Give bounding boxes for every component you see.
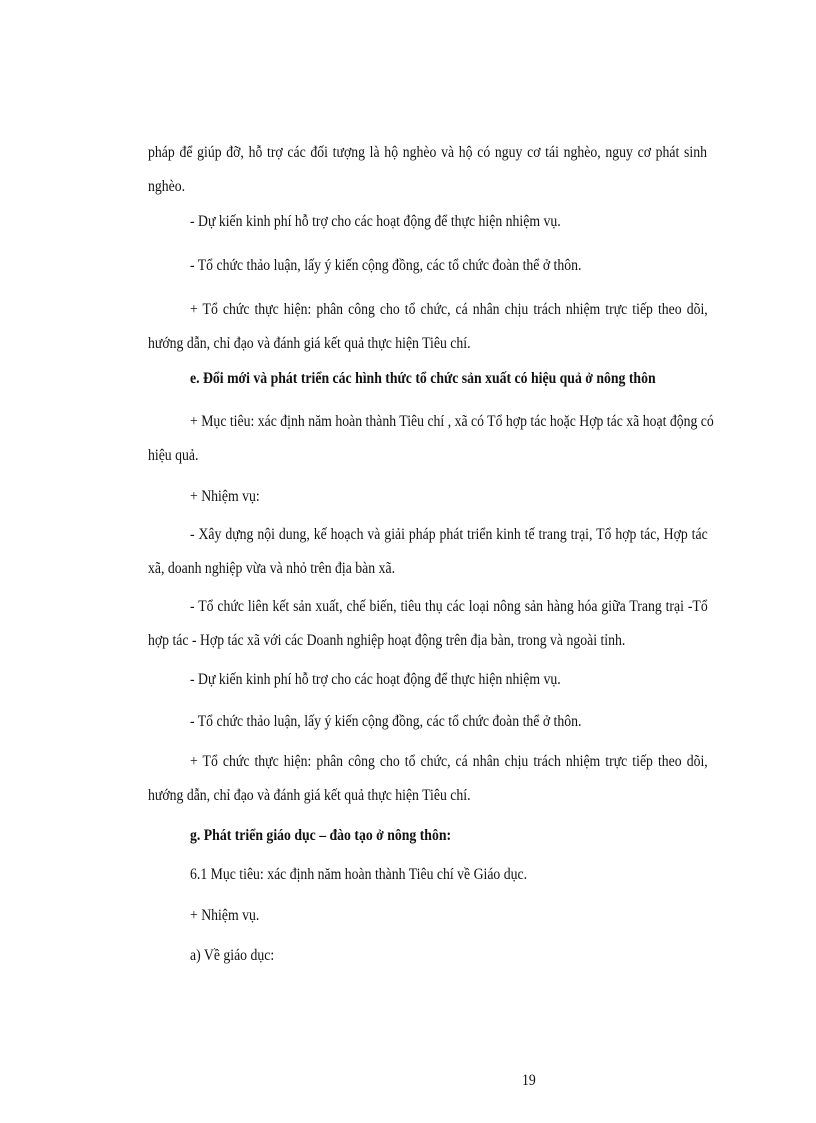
paragraph-line: nghèo. xyxy=(148,178,186,195)
paragraph-line: - Tổ chức liên kết sản xuất, chế biến, tiêu thụ các loại nông sản hàng hóa giữa Trang trại -Tổ xyxy=(190,598,708,615)
paragraph-line: hiệu quả. xyxy=(148,447,199,464)
section-heading: g. Phát triển giáo dục – đào tạo ở nông thôn: xyxy=(190,827,452,844)
paragraph-line: + Tổ chức thực hiện: phân công cho tổ chức, cá nhân chịu trách nhiệm trực tiếp theo dõi, xyxy=(190,753,708,770)
paragraph-line: + Mục tiêu: xác định năm hoàn thành Tiêu chí , xã có Tổ hợp tác hoặc Hợp tác xã hoạt động có xyxy=(190,413,714,430)
paragraph-line: + Nhiệm vụ. xyxy=(190,907,260,924)
paragraph-line: - Tổ chức thảo luận, lấy ý kiến cộng đồng, các tổ chức đoàn thể ở thôn. xyxy=(190,257,582,274)
paragraph-line: + Tổ chức thực hiện: phân công cho tổ chức, cá nhân chịu trách nhiệm trực tiếp theo dõi, xyxy=(190,301,708,318)
paragraph-line: hướng dẫn, chỉ đạo và đánh giá kết quả thực hiện Tiêu chí. xyxy=(148,335,471,352)
paragraph-line: - Dự kiến kinh phí hỗ trợ cho các hoạt động để thực hiện nhiệm vụ. xyxy=(190,213,561,230)
paragraph-line: a) Về giáo dục: xyxy=(190,947,275,964)
section-heading: e. Đổi mới và phát triển các hình thức tổ chức sản xuất có hiệu quả ở nông thôn xyxy=(190,370,656,387)
paragraph-line: - Xây dựng nội dung, kế hoạch và giải pháp phát triển kinh tế trang trại, Tổ hợp tác, Hợp tác xyxy=(190,526,708,543)
paragraph-line: 6.1 Mục tiêu: xác định năm hoàn thành Tiêu chí về Giáo dục. xyxy=(190,866,528,883)
paragraph-line: hướng dẫn, chỉ đạo và đánh giá kết quả thực hiện Tiêu chí. xyxy=(148,787,471,804)
paragraph-line: + Nhiệm vụ: xyxy=(190,488,260,505)
paragraph-line: pháp để giúp đỡ, hỗ trợ các đối tượng là hộ nghèo và hộ có nguy cơ tái nghèo, nguy cơ phát sinh xyxy=(148,144,707,161)
paragraph-line: hợp tác - Hợp tác xã với các Doanh nghiệp hoạt động trên địa bàn, trong và ngoài tỉnh. xyxy=(148,632,626,649)
paragraph-line: - Dự kiến kinh phí hỗ trợ cho các hoạt động để thực hiện nhiệm vụ. xyxy=(190,671,561,688)
paragraph-line: xã, doanh nghiệp vừa và nhỏ trên địa bàn xã. xyxy=(148,560,396,577)
page-number: 19 xyxy=(522,1072,536,1089)
paragraph-line: - Tổ chức thảo luận, lấy ý kiến cộng đồng, các tổ chức đoàn thể ở thôn. xyxy=(190,713,582,730)
